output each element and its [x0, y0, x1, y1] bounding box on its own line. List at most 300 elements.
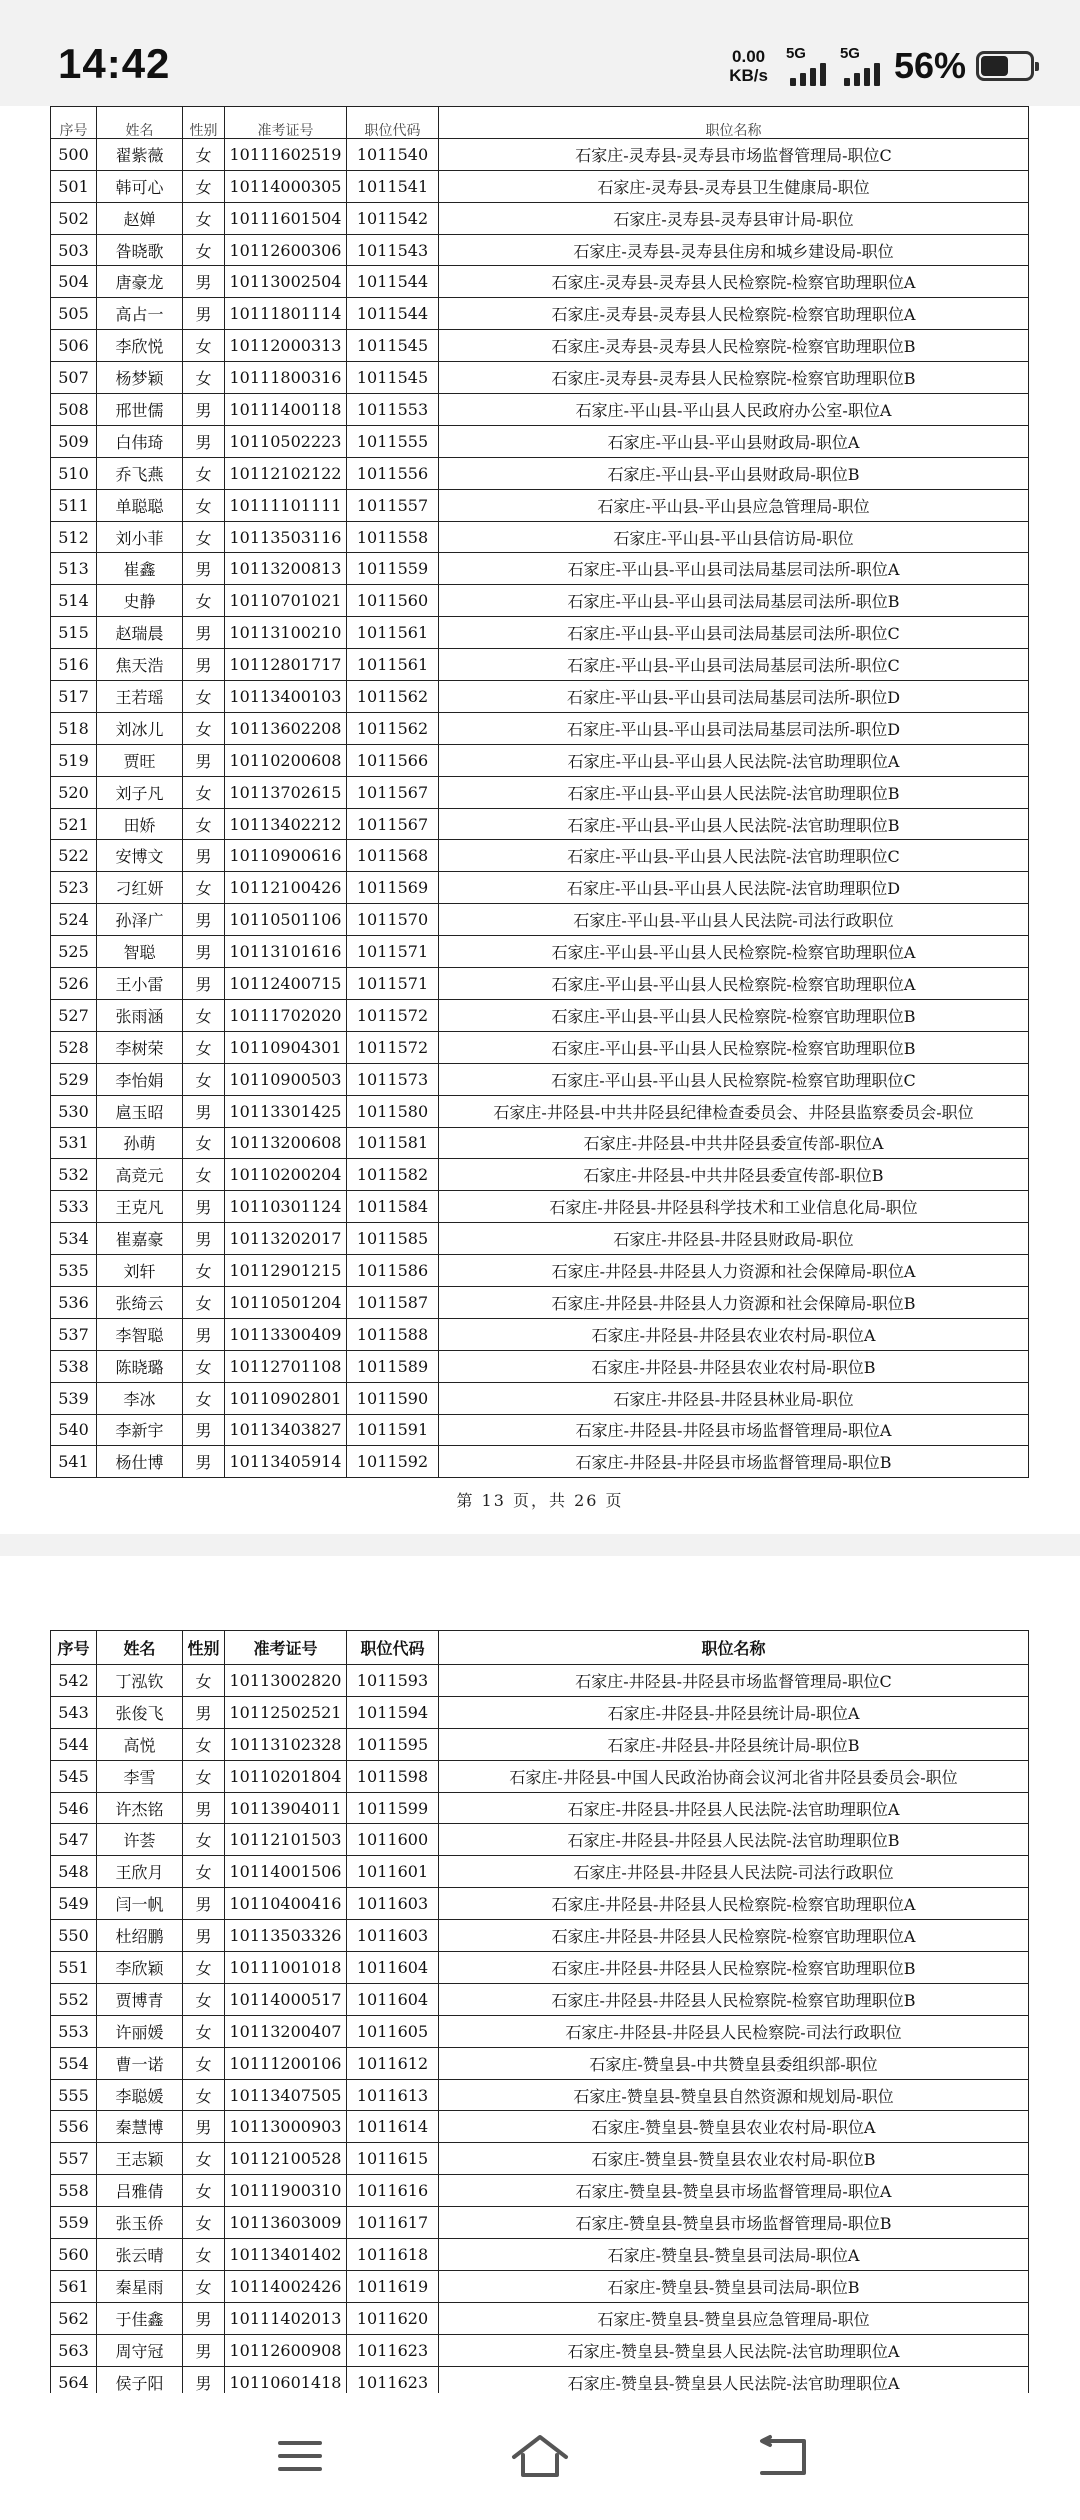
cell-seq: 508: [51, 394, 97, 426]
cell-position-name: 石家庄-井陉县-井陉县财政局-职位: [439, 1223, 1029, 1255]
cell-position-name: 石家庄-平山县-平山县人民法院-法官助理职位B: [439, 776, 1029, 808]
cell-position-name: 石家庄-井陉县-中共井陉县纪律检查委员会、井陉县监察委员会-职位: [439, 1095, 1029, 1127]
cell-position-name: 石家庄-灵寿县-灵寿县市场监督管理局-职位C: [439, 138, 1029, 170]
cell-exam-id: 10112100426: [225, 872, 347, 904]
cell-position-code: 1011614: [347, 2111, 439, 2143]
cell-exam-id: 10110701021: [225, 585, 347, 617]
cell-seq: 505: [51, 298, 97, 330]
cell-position-name: 石家庄-赞皇县-赞皇县司法局-职位B: [439, 2270, 1029, 2302]
cell-position-code: 1011544: [347, 266, 439, 298]
cell-gender: 女: [183, 1255, 225, 1287]
cell-seq: 544: [51, 1728, 97, 1760]
cell-position-name: 石家庄-井陉县-中共井陉县委宣传部-职位A: [439, 1127, 1029, 1159]
cell-gender: 女: [183, 2175, 225, 2207]
cell-position-code: 1011553: [347, 394, 439, 426]
cell-name: 王若瑶: [97, 681, 183, 713]
cell-position-code: 1011603: [347, 1920, 439, 1952]
cell-seq: 509: [51, 425, 97, 457]
network-speed-value: 0.00: [732, 47, 766, 66]
cell-name: 智聪: [97, 936, 183, 968]
cell-exam-id: 10110900503: [225, 1063, 347, 1095]
cell-seq: 561: [51, 2270, 97, 2302]
cell-position-code: 1011616: [347, 2175, 439, 2207]
cell-name: 贾旺: [97, 744, 183, 776]
cell-position-code: 1011604: [347, 1983, 439, 2015]
cell-position-code: 1011544: [347, 298, 439, 330]
cell-position-name: 石家庄-灵寿县-灵寿县人民检察院-检察官助理职位A: [439, 298, 1029, 330]
cell-position-code: 1011543: [347, 234, 439, 266]
table-row: [51, 2079, 1029, 2111]
cell-seq: 556: [51, 2111, 97, 2143]
signal-2-label: 5G: [839, 44, 860, 62]
cell-name: 闫一帆: [97, 1888, 183, 1920]
cell-seq: 515: [51, 617, 97, 649]
table-row: [51, 936, 1029, 968]
cell-position-code: 1011600: [347, 1824, 439, 1856]
cell-position-code: 1011572: [347, 1031, 439, 1063]
cell-gender: 男: [183, 1446, 225, 1478]
cell-exam-id: 10113000903: [225, 2111, 347, 2143]
header-position-code: 职位代码: [347, 1631, 439, 1665]
cell-gender: 女: [183, 2270, 225, 2302]
document-page-13: [0, 106, 1080, 1534]
cell-position-name: 石家庄-平山县-平山县财政局-职位B: [439, 457, 1029, 489]
cell-position-name: 石家庄-井陉县-井陉县人力资源和社会保障局-职位A: [439, 1255, 1029, 1287]
table-row: [51, 1414, 1029, 1446]
cell-position-name: 石家庄-平山县-平山县信访局-职位: [439, 521, 1029, 553]
table-row: [51, 1063, 1029, 1095]
cell-name: 单聪聪: [97, 489, 183, 521]
cell-seq: 501: [51, 170, 97, 202]
cell-name: 杨仕博: [97, 1446, 183, 1478]
cell-gender: 女: [183, 1350, 225, 1382]
cell-position-code: 1011562: [347, 681, 439, 713]
cell-position-name: 石家庄-平山县-平山县人民政府办公室-职位A: [439, 394, 1029, 426]
cell-seq: 555: [51, 2079, 97, 2111]
table-row: [51, 1792, 1029, 1824]
cell-name: 孙泽广: [97, 904, 183, 936]
cell-name: 翟紫薇: [97, 138, 183, 170]
cell-seq: 519: [51, 744, 97, 776]
table-row: [51, 457, 1029, 489]
cell-exam-id: 10114001506: [225, 1856, 347, 1888]
table-row: [51, 1095, 1029, 1127]
cell-name: 乔飞燕: [97, 457, 183, 489]
cell-exam-id: 10111101111: [225, 489, 347, 521]
cell-exam-id: 10112502521: [225, 1696, 347, 1728]
cell-gender: 男: [183, 649, 225, 681]
cell-seq: 532: [51, 1159, 97, 1191]
cell-gender: 女: [183, 2143, 225, 2175]
cell-position-name: 石家庄-井陉县-井陉县科学技术和工业信息化局-职位: [439, 1191, 1029, 1223]
cell-gender: 女: [183, 1856, 225, 1888]
cell-gender: 女: [183, 999, 225, 1031]
table-row: [51, 2175, 1029, 2207]
cell-position-code: 1011599: [347, 1792, 439, 1824]
cell-seq: 548: [51, 1856, 97, 1888]
cell-seq: 535: [51, 1255, 97, 1287]
table-row: [51, 2111, 1029, 2143]
cell-seq: 539: [51, 1382, 97, 1414]
cell-gender: 男: [183, 904, 225, 936]
cell-gender: 女: [183, 2239, 225, 2271]
cell-position-name: 石家庄-平山县-平山县人民检察院-检察官助理职位C: [439, 1063, 1029, 1095]
cell-position-code: 1011573: [347, 1063, 439, 1095]
cell-seq: 528: [51, 1031, 97, 1063]
cell-name: 周守冠: [97, 2334, 183, 2366]
cell-position-name: 石家庄-井陉县-井陉县市场监督管理局-职位A: [439, 1414, 1029, 1446]
cell-position-name: 石家庄-赞皇县-赞皇县人民法院-法官助理职位A: [439, 2334, 1029, 2366]
cell-exam-id: 10113400103: [225, 681, 347, 713]
cell-position-name: 石家庄-平山县-平山县财政局-职位A: [439, 425, 1029, 457]
cell-position-name: 石家庄-赞皇县-赞皇县人民法院-法官助理职位A: [439, 2366, 1029, 2393]
cell-position-name: 石家庄-赞皇县-赞皇县市场监督管理局-职位A: [439, 2175, 1029, 2207]
table-row: [51, 1665, 1029, 1697]
cell-position-name: 石家庄-赞皇县-赞皇县农业农村局-职位A: [439, 2111, 1029, 2143]
table-row: [51, 1983, 1029, 2015]
table-row: [51, 649, 1029, 681]
cell-gender: 男: [183, 425, 225, 457]
table-row: [51, 2270, 1029, 2302]
cell-name: 高竞元: [97, 1159, 183, 1191]
back-button[interactable]: [752, 2431, 812, 2481]
cell-seq: 553: [51, 2015, 97, 2047]
cell-gender: 男: [183, 744, 225, 776]
cell-name: 王小雷: [97, 968, 183, 1000]
battery-icon: [976, 51, 1034, 81]
cell-exam-id: 10110200204: [225, 1159, 347, 1191]
table-row: [51, 808, 1029, 840]
cell-name: 焦天浩: [97, 649, 183, 681]
cell-gender: 男: [183, 1792, 225, 1824]
cell-seq: 521: [51, 808, 97, 840]
cell-position-name: 石家庄-井陉县-井陉县人民法院-法官助理职位A: [439, 1792, 1029, 1824]
table-row: [51, 1127, 1029, 1159]
cell-seq: 551: [51, 1952, 97, 1984]
table-header-cut: [51, 107, 1029, 139]
cell-name: 许荟: [97, 1824, 183, 1856]
cell-name: 邢世儒: [97, 394, 183, 426]
cell-seq: 516: [51, 649, 97, 681]
cell-seq: 507: [51, 362, 97, 394]
cell-gender: 男: [183, 1318, 225, 1350]
cell-seq: 557: [51, 2143, 97, 2175]
cell-position-code: 1011590: [347, 1382, 439, 1414]
cell-exam-id: 10113407505: [225, 2079, 347, 2111]
cell-exam-id: 10113100210: [225, 617, 347, 649]
table-row: [51, 1856, 1029, 1888]
cell-position-code: 1011623: [347, 2366, 439, 2393]
table-row: [51, 2015, 1029, 2047]
cell-seq: 552: [51, 1983, 97, 2015]
cell-gender: 女: [183, 1159, 225, 1191]
cell-exam-id: 10113200407: [225, 2015, 347, 2047]
cell-exam-id: 10111001018: [225, 1952, 347, 1984]
cell-position-name: 石家庄-井陉县-井陉县人力资源和社会保障局-职位B: [439, 1286, 1029, 1318]
cell-position-code: 1011569: [347, 872, 439, 904]
results-table-page-14: [50, 1630, 1029, 2393]
table-row: [51, 712, 1029, 744]
header-gender: 性别: [183, 107, 225, 139]
cell-exam-id: 10113200608: [225, 1127, 347, 1159]
cell-exam-id: 10113200813: [225, 553, 347, 585]
cell-exam-id: 10112102122: [225, 457, 347, 489]
cell-name: 安博文: [97, 840, 183, 872]
cell-position-name: 石家庄-平山县-平山县司法局基层司法所-职位D: [439, 712, 1029, 744]
cell-seq: 531: [51, 1127, 97, 1159]
results-table-page-13: [50, 106, 1029, 1478]
table-header: [51, 1631, 1029, 1665]
cell-exam-id: 10112701108: [225, 1350, 347, 1382]
cell-position-code: 1011558: [347, 521, 439, 553]
cell-exam-id: 10111200106: [225, 2047, 347, 2079]
cell-name: 王志颖: [97, 2143, 183, 2175]
cell-position-code: 1011603: [347, 1888, 439, 1920]
cell-gender: 女: [183, 234, 225, 266]
cell-name: 高占一: [97, 298, 183, 330]
table-row: [51, 872, 1029, 904]
cell-exam-id: 10113904011: [225, 1792, 347, 1824]
cell-exam-id: 10114000305: [225, 170, 347, 202]
header-position-code: 职位代码: [347, 107, 439, 139]
table-row: [51, 202, 1029, 234]
cell-position-name: 石家庄-平山县-平山县人民检察院-检察官助理职位B: [439, 1031, 1029, 1063]
cell-gender: 女: [183, 2047, 225, 2079]
menu-button[interactable]: [270, 2431, 330, 2481]
cell-gender: 女: [183, 1824, 225, 1856]
cell-gender: 男: [183, 394, 225, 426]
table-row: [51, 968, 1029, 1000]
cell-gender: 男: [183, 2366, 225, 2393]
table-row: [51, 585, 1029, 617]
table-row: [51, 1223, 1029, 1255]
table-row: [51, 2302, 1029, 2334]
cell-gender: 男: [183, 617, 225, 649]
table-row: [51, 776, 1029, 808]
cell-seq: 530: [51, 1095, 97, 1127]
cell-seq: 514: [51, 585, 97, 617]
table-row: [51, 1031, 1029, 1063]
cell-position-name: 石家庄-平山县-平山县人民法院-法官助理职位D: [439, 872, 1029, 904]
cell-position-code: 1011559: [347, 553, 439, 585]
cell-seq: 550: [51, 1920, 97, 1952]
header-seq: 序号: [51, 1631, 97, 1665]
cell-position-code: 1011562: [347, 712, 439, 744]
cell-position-name: 石家庄-平山县-平山县司法局基层司法所-职位B: [439, 585, 1029, 617]
cell-seq: 518: [51, 712, 97, 744]
cell-seq: 504: [51, 266, 97, 298]
cell-name: 刁红妍: [97, 872, 183, 904]
cell-position-code: 1011612: [347, 2047, 439, 2079]
cell-exam-id: 10113702615: [225, 776, 347, 808]
cell-position-code: 1011585: [347, 1223, 439, 1255]
cell-seq: 562: [51, 2302, 97, 2334]
cell-position-name: 石家庄-井陉县-井陉县人民检察院-检察官助理职位B: [439, 1952, 1029, 1984]
cell-seq: 542: [51, 1665, 97, 1697]
cell-name: 丁泓钦: [97, 1665, 183, 1697]
cell-position-name: 石家庄-井陉县-井陉县人民法院-法官助理职位B: [439, 1824, 1029, 1856]
table-row: [51, 2334, 1029, 2366]
cell-name: 唐豪龙: [97, 266, 183, 298]
cell-position-name: 石家庄-井陉县-井陉县市场监督管理局-职位C: [439, 1665, 1029, 1697]
cell-exam-id: 10110900616: [225, 840, 347, 872]
cell-position-code: 1011598: [347, 1760, 439, 1792]
cell-seq: 564: [51, 2366, 97, 2393]
cell-name: 李智聪: [97, 1318, 183, 1350]
table-row: [51, 521, 1029, 553]
cell-position-code: 1011545: [347, 362, 439, 394]
cell-position-name: 石家庄-井陉县-井陉县人民检察院-检察官助理职位A: [439, 1888, 1029, 1920]
cell-seq: 527: [51, 999, 97, 1031]
cell-seq: 526: [51, 968, 97, 1000]
cell-position-name: 石家庄-赞皇县-赞皇县市场监督管理局-职位B: [439, 2207, 1029, 2239]
cell-position-code: 1011593: [347, 1665, 439, 1697]
cell-position-code: 1011617: [347, 2207, 439, 2239]
cell-exam-id: 10112600908: [225, 2334, 347, 2366]
cell-exam-id: 10113503326: [225, 1920, 347, 1952]
table-row: [51, 1760, 1029, 1792]
cell-position-code: 1011601: [347, 1856, 439, 1888]
cell-position-code: 1011604: [347, 1952, 439, 1984]
cell-position-name: 石家庄-灵寿县-灵寿县人民检察院-检察官助理职位B: [439, 362, 1029, 394]
cell-position-code: 1011613: [347, 2079, 439, 2111]
cell-exam-id: 10111602519: [225, 138, 347, 170]
cell-exam-id: 10112100528: [225, 2143, 347, 2175]
cell-name: 赵瑞晨: [97, 617, 183, 649]
cell-seq: 563: [51, 2334, 97, 2366]
cell-gender: 女: [183, 585, 225, 617]
cell-position-code: 1011561: [347, 617, 439, 649]
cell-position-name: 石家庄-平山县-平山县应急管理局-职位: [439, 489, 1029, 521]
cell-exam-id: 10110301124: [225, 1191, 347, 1223]
cell-name: 刘子凡: [97, 776, 183, 808]
cell-exam-id: 10113202017: [225, 1223, 347, 1255]
cell-position-code: 1011560: [347, 585, 439, 617]
status-indicators: [729, 44, 1034, 88]
table-row: [51, 1255, 1029, 1287]
cell-name: 秦星雨: [97, 2270, 183, 2302]
cell-position-code: 1011540: [347, 138, 439, 170]
cell-exam-id: 10111702020: [225, 999, 347, 1031]
signal-1-icon: [785, 44, 826, 86]
table-row: [51, 425, 1029, 457]
cell-name: 于佳鑫: [97, 2302, 183, 2334]
cell-position-code: 1011587: [347, 1286, 439, 1318]
cell-position-name: 石家庄-井陉县-中共井陉县委宣传部-职位B: [439, 1159, 1029, 1191]
cell-name: 李怡娟: [97, 1063, 183, 1095]
header-name: 姓名: [97, 1631, 183, 1665]
cell-name: 李聪媛: [97, 2079, 183, 2111]
cell-position-name: 石家庄-灵寿县-灵寿县审计局-职位: [439, 202, 1029, 234]
cell-position-code: 1011619: [347, 2270, 439, 2302]
cell-position-name: 石家庄-平山县-平山县人民检察院-检察官助理职位A: [439, 936, 1029, 968]
cell-exam-id: 10112101503: [225, 1824, 347, 1856]
cell-position-code: 1011582: [347, 1159, 439, 1191]
cell-name: 曹一诺: [97, 2047, 183, 2079]
cell-position-code: 1011541: [347, 170, 439, 202]
cell-gender: 女: [183, 2207, 225, 2239]
cell-gender: 女: [183, 170, 225, 202]
cell-seq: 536: [51, 1286, 97, 1318]
cell-seq: 500: [51, 138, 97, 170]
header-name: 姓名: [97, 107, 183, 139]
cell-name: 杜绍鹏: [97, 1920, 183, 1952]
cell-position-code: 1011618: [347, 2239, 439, 2271]
cell-position-name: 石家庄-井陉县-井陉县统计局-职位B: [439, 1728, 1029, 1760]
cell-position-code: 1011591: [347, 1414, 439, 1446]
cell-seq: 549: [51, 1888, 97, 1920]
battery-fill: [981, 56, 1008, 76]
cell-name: 李树荣: [97, 1031, 183, 1063]
cell-name: 白伟琦: [97, 425, 183, 457]
cell-seq: 517: [51, 681, 97, 713]
cell-seq: 511: [51, 489, 97, 521]
cell-exam-id: 10113401402: [225, 2239, 347, 2271]
table-row: [51, 1696, 1029, 1728]
cell-position-code: 1011567: [347, 776, 439, 808]
cell-exam-id: 10113002504: [225, 266, 347, 298]
table-row: [51, 2047, 1029, 2079]
cell-gender: 女: [183, 2015, 225, 2047]
cell-seq: 529: [51, 1063, 97, 1095]
cell-name: 赵婵: [97, 202, 183, 234]
network-speed: [729, 47, 768, 85]
cell-position-code: 1011586: [347, 1255, 439, 1287]
cell-seq: 502: [51, 202, 97, 234]
home-button[interactable]: [510, 2431, 570, 2481]
table-row: [51, 1920, 1029, 1952]
cell-gender: 男: [183, 968, 225, 1000]
cell-position-code: 1011556: [347, 457, 439, 489]
cell-position-code: 1011589: [347, 1350, 439, 1382]
table-row: [51, 1191, 1029, 1223]
cell-name: 王克凡: [97, 1191, 183, 1223]
cell-position-code: 1011572: [347, 999, 439, 1031]
table-row: [51, 840, 1029, 872]
cell-position-name: 石家庄-灵寿县-灵寿县人民检察院-检察官助理职位B: [439, 330, 1029, 362]
cell-position-name: 石家庄-平山县-平山县人民法院-法官助理职位B: [439, 808, 1029, 840]
cell-exam-id: 10113102328: [225, 1728, 347, 1760]
cell-name: 张雨涵: [97, 999, 183, 1031]
table-row: [51, 394, 1029, 426]
table-row: [51, 362, 1029, 394]
cell-gender: 男: [183, 266, 225, 298]
table-row: [51, 170, 1029, 202]
cell-gender: 男: [183, 1191, 225, 1223]
cell-seq: 510: [51, 457, 97, 489]
cell-exam-id: 10113402212: [225, 808, 347, 840]
cell-gender: 女: [183, 808, 225, 840]
table-row: [51, 298, 1029, 330]
cell-position-code: 1011566: [347, 744, 439, 776]
cell-position-code: 1011620: [347, 2302, 439, 2334]
cell-name: 许杰铭: [97, 1792, 183, 1824]
cell-exam-id: 10113405914: [225, 1446, 347, 1478]
cell-seq: 523: [51, 872, 97, 904]
cell-position-name: 石家庄-平山县-平山县司法局基层司法所-职位A: [439, 553, 1029, 585]
table-row: [51, 999, 1029, 1031]
cell-gender: 女: [183, 872, 225, 904]
table-row: [51, 266, 1029, 298]
cell-gender: 女: [183, 1031, 225, 1063]
cell-gender: 女: [183, 1952, 225, 1984]
cell-seq: 513: [51, 553, 97, 585]
cell-exam-id: 10111800316: [225, 362, 347, 394]
battery-percent: 56%: [893, 45, 966, 86]
cell-exam-id: 10110904301: [225, 1031, 347, 1063]
table-row: [51, 2143, 1029, 2175]
cell-name: 张绮云: [97, 1286, 183, 1318]
